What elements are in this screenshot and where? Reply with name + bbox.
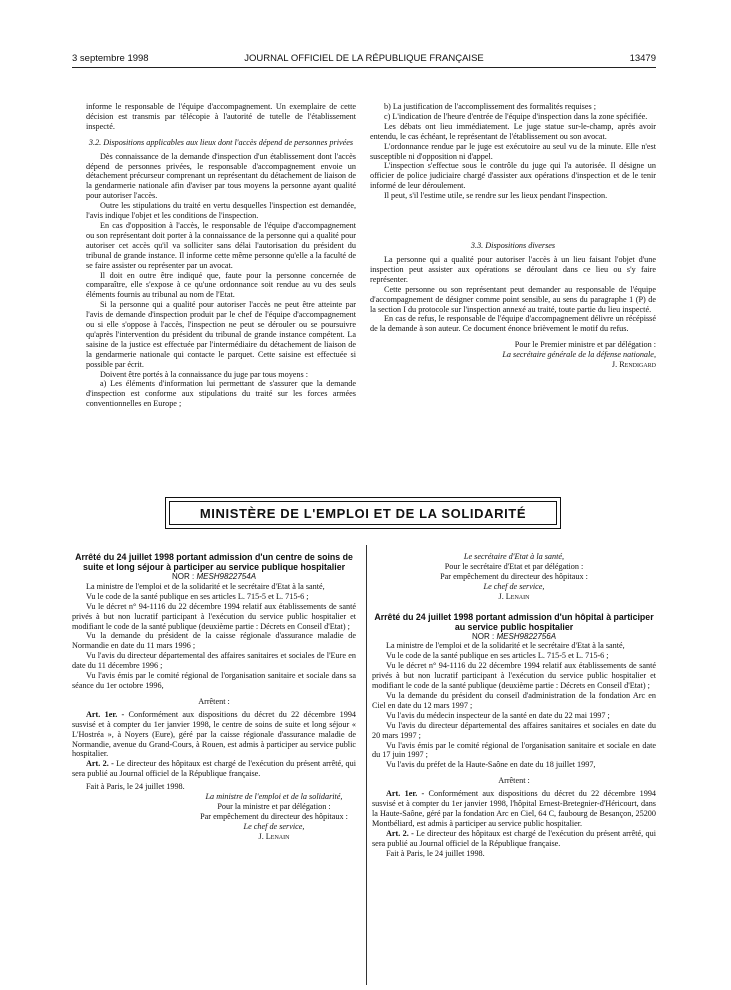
paragraph: Doivent être portés à la connaissance du juge par tous moyens : (100, 369, 309, 379)
paragraph: L'ordonnance rendue par le juge est exécutoire au seul vu de la minute. Elle n'est susceptible ni d'opposition ni d'appel. (370, 141, 656, 161)
paragraph: b) La justification de l'accomplissement des formalités requises ; (384, 102, 597, 111)
paragraph: Dès connaissance de la demande d'inspection d'un établissement dont l'accès dépend de personnes privées, le responsable d'accompagnement envoie un détachement précurseur comprenant un représentant du détachement de liaison de la gendarmerie nationale afin d'aviser par tous moyens la personne ayant qualité pour autoriser l'accès. (86, 151, 356, 201)
paragraph: Vu l'avis du directeur départemental des affaires sanitaires et sociales de l'Eure en date du 11 décembre 1996 ; (72, 651, 356, 671)
signature-title: Le chef de service, (483, 581, 545, 591)
paragraph: Vu le décret n° 94-1116 du 22 décembre 1994 relatif aux établissements de santé privés à but non lucratif participant à l'exécution du service public hospitalier et modifiant le code de la santé publique (deuxième partie : Décrets en Conseil d'Etat) ; (72, 601, 356, 631)
paragraph: Vu l'avis du directeur départemental des affaires sanitaires et sociales en date du 20 mars 1997 ; (372, 720, 656, 740)
paragraph: Vu l'avis du médecin inspecteur de la santé en date du 22 mai 1997 ; (386, 710, 610, 720)
paragraph: Vu l'avis du préfet de la Haute-Saône en date du 18 juillet 1997, (386, 760, 596, 770)
section-heading: 3.2. Dispositions applicables aux lieux dont l'accès dépend de personnes privées (88, 137, 354, 147)
done-at: Fait à Paris, le 24 juillet 1998. (86, 782, 185, 792)
nor-label: NOR : (471, 631, 495, 641)
article-text: Le directeur des hôpitaux est chargé de l'exécution du présent arrêté, qui sera publié au Journal officiel de la République française. (372, 828, 656, 848)
signature-line: Pour le secrétaire d'Etat et par délégation : (444, 561, 584, 571)
paragraph: La ministre de l'emploi et de la solidarité et le secrétaire d'Etat à la santé, (86, 581, 325, 591)
article-2 (72, 759, 356, 779)
signature-name: J. Lenain (498, 591, 530, 601)
bottom-left-column (72, 552, 356, 842)
arretent-heading: Arrêtent : (498, 776, 530, 786)
article-text: Le directeur des hôpitaux est chargé de l'exécution du présent arrêté, qui sera publié au Journal officiel de la République française. (72, 759, 356, 779)
article-label: Art. 2. - (86, 759, 114, 769)
article-1 (372, 789, 656, 829)
bottom-right-column (372, 552, 656, 858)
article-text: Conformément aux dispositions du décret du 22 décembre 1994 susvisé et à compter du 1er janvier 1998, le centre de soins de suite et long séjour « L'Hostréa », à Noyers (Eure), géré par la caisse régionale d'assurance maladie de Normandie, avenue du Grand-Cours, à Rouen, est admis à participer au service public hospitalier. (72, 709, 357, 759)
page-header (72, 53, 656, 67)
paragraph: Vu le décret n° 94-1116 du 22 décembre 1994 relatif aux établissements de santé privés à but non lucratif participant à l'exécution du service public hospitalier et modifiant le code de la santé publique (deuxième partie : Décrets en Conseil d'Etat) ; (372, 661, 656, 691)
header-date: 3 septembre 1998 (72, 53, 149, 64)
signature-line: Pour le Premier ministre et par délégation : (514, 340, 656, 350)
nor-code: MESH9822756A (496, 631, 557, 641)
article-2 (372, 829, 656, 849)
header-journal-title: JOURNAL OFFICIEL DE LA RÉPUBLIQUE FRANÇAISE (244, 53, 484, 64)
paragraph: Outre les stipulations du traité en vertu desquelles l'inspection est demandée, l'avis indique l'objet et les conditions de l'inspection. (86, 201, 356, 221)
paragraph: Les débats ont lieu immédiatement. Le juge statue sur-le-champ, après avoir entendu, le cas échéant, le représentant de l'établissement ou son avocat. (370, 121, 656, 141)
article-1 (72, 710, 356, 760)
arrete-title: Arrêté du 24 juillet 1998 portant admission d'un centre de soins de suite et long séjour à participer au service publique hospitalier (75, 552, 353, 572)
top-right-column (370, 102, 656, 370)
header-rule (72, 67, 656, 68)
paragraph: Si la personne qui a qualité pour autoriser l'accès ne peut être atteinte par l'avis de demande d'inspection produit par le chef de l'équipe d'accompagnement ou si elle s'oppose à l'accès, l'inspection ne peut se dérouler ou se poursuivre qu'après l'intervention du président du tribunal de grande instance compétent. La saisine de la justice est effectuée par l'intermédiaire du détachement de liaison de la gendarmerie nationale qui contacte le parquet. Cette saisine est effectuée si possible par écrit. (86, 300, 356, 369)
signature-line: Par empêchement du directeur des hôpitaux : (200, 811, 348, 821)
article-label: Art. 1er. - (386, 789, 425, 799)
paragraph: Vu la demande du président du conseil d'administration de la fondation Arc en Ciel en date du 12 mars 1997 ; (372, 690, 656, 710)
arretent-heading: Arrêtent : (198, 696, 230, 706)
signature-name: J. Rendigard (611, 360, 656, 370)
article-label: Art. 2. - (386, 828, 414, 838)
done-at: Fait à Paris, le 24 juillet 1998. (386, 848, 485, 858)
nor-label: NOR : (171, 572, 195, 581)
paragraph: Cette personne ou son représentant peut demander au responsable de l'équipe d'accompagnement de désigner comme point sensible, au sens du paragraphe 1 (P) de la section I du protocole sur l'inspection annexé au traité, toute partie du lieu inspecté. (370, 284, 656, 314)
signature-title: La ministre de l'emploi et de la solidarité, (205, 792, 343, 802)
nor-reference (72, 572, 356, 582)
paragraph: En cas d'opposition à l'accès, le responsable de l'équipe d'accompagnement ou son représentant doit porter à la connaissance de la personne qui a qualité pour autoriser cet accès qu'il va solliciter sans délai l'autorisation du président du tribunal de grande instance. Il informe cette même personne qu'elle a la faculté de se faire assister ou représenter par un avocat. (86, 220, 356, 270)
paragraph: Il doit en outre être indiqué que, faute pour la personne concernée de comparaître, elle s'expose à ce qu'une ordonnance soit rendue au vu des seuls éléments fournis au tribunal au nom de l'Etat. (86, 270, 356, 300)
section-heading: 3.3. Dispositions diverses (470, 241, 556, 251)
paragraph: La ministre de l'emploi et de la solidarité et le secrétaire d'Etat à la santé, (386, 641, 625, 651)
paragraph: L'inspection s'effectue sous le contrôle du juge qui l'a autorisée. Il désigne un officier de police judiciaire chargé d'assister aux opérations d'inspection et de le tenir informé de leur déroulement. (370, 161, 656, 191)
paragraph: Vu l'avis émis par le comité régional de l'organisation sanitaire et sociale en date du 17 juin 1997 ; (372, 740, 656, 760)
ministry-heading: MINISTÈRE DE L'EMPLOI ET DE LA SOLIDARITÉ (169, 501, 557, 525)
signature-title: La secrétaire générale de la défense nationale, (502, 350, 656, 360)
paragraph: a) Les éléments d'information lui permettant de s'assurer que la demande d'inspection est conforme aux stipulations du traité sur les forces armées conventionnelles en Europe ; (86, 379, 356, 409)
column-divider (366, 545, 367, 985)
nor-reference (372, 632, 656, 642)
signature-line: Par empêchement du directeur des hôpitaux : (440, 571, 588, 581)
article-label: Art. 1er. - (86, 709, 125, 719)
paragraph: Vu le code de la santé publique en ses articles L. 715-5 et L. 715-6 ; (386, 651, 609, 661)
paragraph: Vu le code de la santé publique en ses articles L. 715-5 et L. 715-6 ; (86, 591, 309, 601)
paragraph: c) L'indication de l'heure d'entrée de l'équipe d'inspection dans la zone spécifiée. (384, 111, 648, 121)
paragraph: Vu la demande du président de la caisse régionale d'assurance maladie de Normandie en date du 11 mars 1996 ; (72, 631, 356, 651)
ministry-heading-box (165, 497, 561, 529)
article-text: Conformément aux dispositions du décret du 22 décembre 1994 susvisé et à compter du 1er janvier 1998, l'hôpital Ernest-Bretegnier-d'Héricourt, dans la Haute-Saône, géré par la fondation Arc en Ciel, 64 C, faubourg de Besançon, 25200 Montbéliard, est admis à participer au service public hospitalier. (372, 789, 657, 828)
paragraph: La personne qui a qualité pour autoriser l'accès à un lieu faisant l'objet d'une inspection peut assister aux opérations se déroulant dans ce lieu ou s'y faire représenter. (370, 254, 656, 284)
signature-name: J. Lenain (258, 831, 290, 841)
arrete-title: Arrêté du 24 juillet 1998 portant admission d'un hôpital à participer au service public hospitalier (374, 611, 654, 632)
nor-code: MESH9822754A (196, 572, 257, 581)
paragraph: Il peut, s'il l'estime utile, se rendre sur les lieux pendant l'inspection. (384, 191, 608, 201)
signature-line: Pour la ministre et par délégation : (217, 801, 331, 811)
paragraph: informe le responsable de l'équipe d'accompagnement. Un exemplaire de cette décision est transmis par télécopie à l'autorité de tutelle de l'établissement inspecté. (86, 102, 356, 131)
signature-title: Le secrétaire d'Etat à la santé, (463, 552, 565, 561)
top-left-column (86, 102, 356, 409)
paragraph: Vu l'avis émis par le comité régional de l'organisation sanitaire et sociale dans sa séance du 1er octobre 1996, (72, 671, 356, 690)
signature-title: Le chef de service, (243, 821, 305, 831)
paragraph: En cas de refus, le responsable de l'équipe d'accompagnement délivre un récépissé de la demande à son auteur. Ce document énonce brièvement le motif du refus. (370, 314, 656, 334)
header-page-number: 13479 (629, 53, 656, 64)
